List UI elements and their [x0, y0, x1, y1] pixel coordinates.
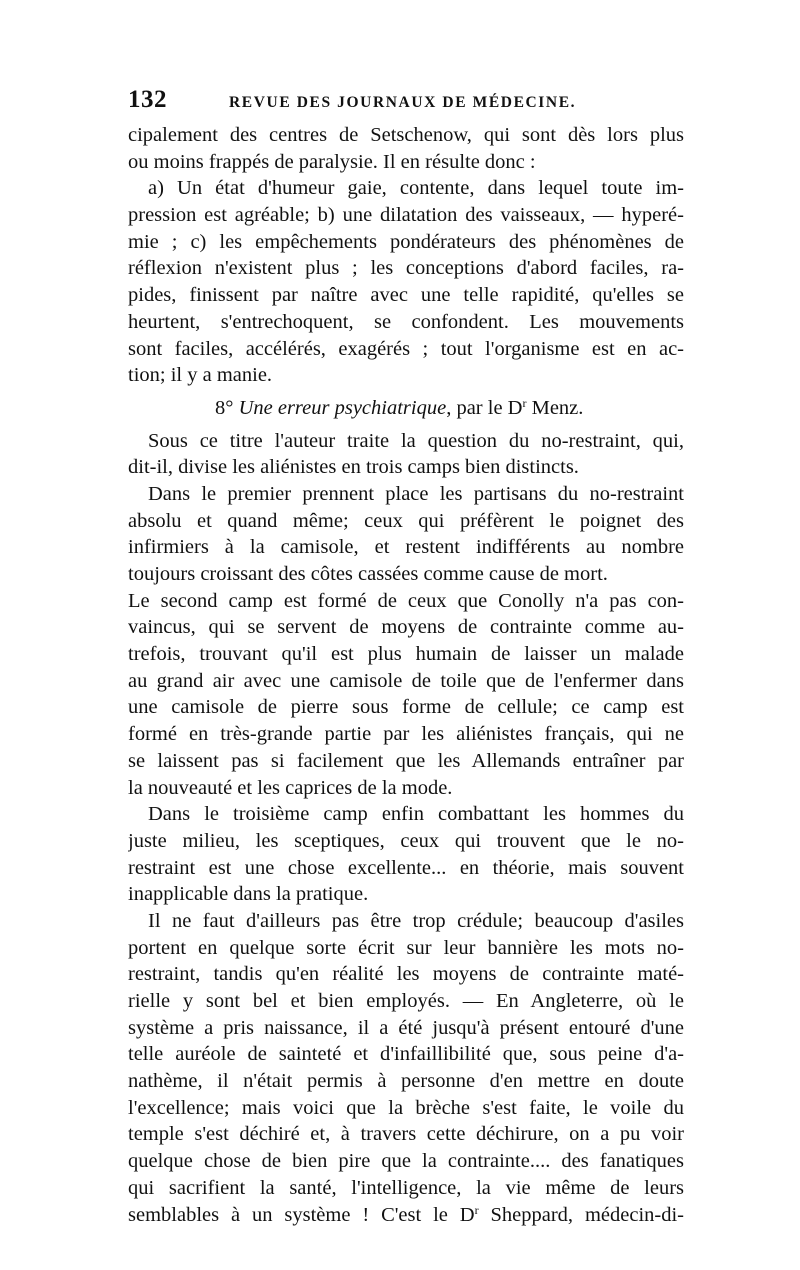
heading-title: Une erreur psychiatrique [238, 396, 447, 419]
text-line: juste milieu, les sceptiques, ceux qui trouvent que le no- [128, 829, 684, 852]
text-line: au grand air avec une camisole de toile que de l'enfermer dans [128, 669, 684, 692]
text-line: pides, finissent par naître avec une telle rapidité, qu'elles se [128, 284, 684, 307]
text-line: Il ne faut d'ailleurs pas être trop crédule; beaucoup d'asiles [148, 909, 684, 932]
text-line-final [128, 1202, 684, 1229]
text-line: mie ; c) les empêchements pondérateurs des phénomènes de [128, 230, 684, 253]
page-number: 132 [128, 86, 167, 113]
text-line: se laissent pas si facilement que les Allemands entraîner par [128, 749, 684, 772]
text-line: trefois, trouvant qu'il est plus humain de laisser un malade [128, 643, 684, 666]
text-line: temple s'est déchiré et, à travers cette déchirure, on a pu voir [128, 1123, 684, 1146]
text-line: pression est agréable; b) une dilatation des vaisseaux, — hyperé- [128, 204, 684, 227]
text-line: réflexion n'existent plus ; les conceptions d'abord faciles, ra- [128, 257, 684, 280]
running-title: REVUE DES JOURNAUX DE MÉDECINE. [229, 94, 577, 111]
text-line: Sous ce titre l'auteur traite la question du no-restraint, qui, [148, 429, 684, 452]
text-line: Dans le premier prennent place les partisans du no-restraint [148, 482, 684, 505]
text-line: cipalement des centres de Setschenow, qui sont dès lors plus [128, 124, 684, 146]
text-line: restraint, tandis qu'en réalité les moyens de contrainte maté- [128, 963, 684, 986]
text-line: toujours croissant des côtes cassées comme cause de mort. [128, 563, 608, 585]
text-line: une camisole de pierre sous forme de cellule; ce camp est [128, 696, 684, 719]
text-line: l'excellence; mais voici que la brèche s'est faite, le voile du [128, 1096, 684, 1119]
heading-sup: r [522, 395, 527, 410]
text-line: dit-il, divise les aliénistes en trois camps bien distincts. [128, 456, 579, 479]
text-line: qui sacrifient la santé, l'intelligence, la vie même de leurs [128, 1176, 684, 1199]
text-line: vaincus, qui se servent de moyens de contrainte comme au- [128, 616, 684, 639]
text-line: rielle y sont bel et bien employés. — En Angleterre, où le [128, 990, 684, 1012]
text-line: formé en très-grande partie par les aliénistes français, qui ne [128, 723, 684, 746]
text-line: telle auréole de sainteté et d'infaillibilité que, sous peine d'a- [128, 1043, 684, 1066]
page-header [128, 86, 684, 116]
text-line: sont faciles, accélérés, exagérés ; tout l'organisme est en ac- [128, 337, 684, 360]
text-line: heurtent, s'entrechoquent, se confondent. Les mouvements [128, 310, 684, 333]
text-line: nathème, il n'était permis à personne d'en mettre en doute [128, 1070, 684, 1093]
text-line: infirmiers à la camisole, et restent indifférents au nombre [128, 536, 684, 559]
text-line: a) Un état d'humeur gaie, contente, dans lequel toute im- [148, 177, 684, 200]
heading-number: 8° [215, 396, 239, 419]
text-line: absolu et quand même; ceux qui préfèrent le poignet des [128, 509, 684, 532]
text-line: Dans le troisième camp enfin combattant les hommes du [148, 803, 684, 826]
text-line: système a pris naissance, il a été jusqu'à présent entouré d'une [128, 1016, 684, 1039]
heading-author: Menz. [526, 396, 584, 419]
final-line-sup: r [474, 1202, 479, 1217]
text-line: inapplicable dans la pratique. [128, 883, 369, 906]
section-heading [128, 395, 684, 422]
text-line: Le second camp est formé de ceux que Conolly n'a pas con- [128, 589, 684, 612]
heading-by: , par le D [446, 396, 523, 419]
text-line: ou moins frappés de paralysie. Il en résulte donc : [128, 150, 536, 173]
final-line-start: semblables à un système ! C'est le D [128, 1203, 475, 1226]
text-line: quelque chose de bien pire que la contrainte.... des fanatiques [128, 1150, 684, 1173]
text-line: tion; il y a manie. [128, 364, 273, 387]
text-line: la nouveauté et les caprices de la mode. [128, 776, 453, 799]
text-line: restraint est une chose excellente... en théorie, mais souvent [128, 856, 684, 879]
text-body [128, 122, 684, 1228]
text-line: portent en quelque sorte écrit sur leur bannière les mots no- [128, 936, 684, 959]
final-line-end: Sheppard, médecin-di- [478, 1203, 684, 1226]
